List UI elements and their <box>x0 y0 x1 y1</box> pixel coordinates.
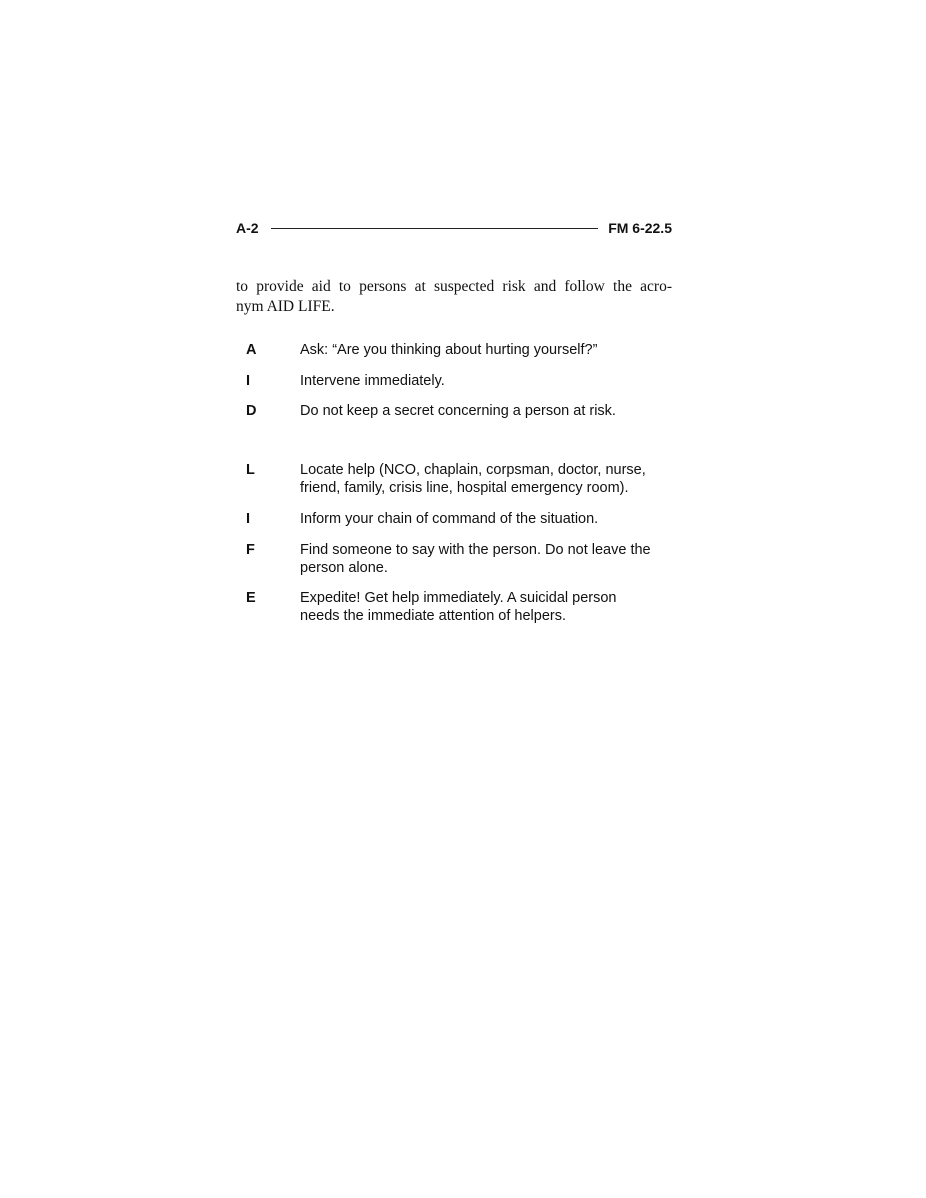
manual-title: FM 6-22.5 <box>608 220 672 236</box>
item-letter: D <box>246 403 257 419</box>
intro-line-1: to provide aid to persons at suspected risk and follow the acro- <box>236 278 672 295</box>
intro-line-2: nym AID LIFE. <box>236 298 335 315</box>
list-item-a <box>246 341 676 359</box>
page-header <box>236 218 672 238</box>
list-item-l <box>246 461 676 497</box>
list-item-e <box>246 589 676 625</box>
item-text: Expedite! Get help immediately. A suicidal person needs the immediate attention of helpers. <box>300 590 617 624</box>
page-number: A-2 <box>236 220 259 236</box>
header-rule <box>271 228 599 229</box>
list-item-f <box>246 541 676 577</box>
item-letter: E <box>246 590 256 606</box>
list-item-d <box>246 402 676 420</box>
item-letter: F <box>246 542 255 558</box>
item-text: Intervene immediately. <box>300 373 445 389</box>
list-item-i-2 <box>246 510 676 528</box>
list-item-i <box>246 372 676 390</box>
item-text: Locate help (NCO, chaplain, corpsman, doctor, nurse, friend, family, crisis line, hospital emergency room). <box>300 462 646 496</box>
item-text: Do not keep a secret concerning a person at risk. <box>300 403 616 419</box>
item-letter: L <box>246 462 255 478</box>
item-letter: I <box>246 511 251 527</box>
item-text: Find someone to say with the person. Do not leave the person alone. <box>300 542 651 576</box>
item-text: Inform your chain of command of the situation. <box>300 511 599 527</box>
item-text: Ask: “Are you thinking about hurting yourself?” <box>300 342 598 358</box>
intro-paragraph <box>236 277 672 317</box>
item-letter: A <box>246 342 257 358</box>
item-letter: I <box>246 373 251 389</box>
